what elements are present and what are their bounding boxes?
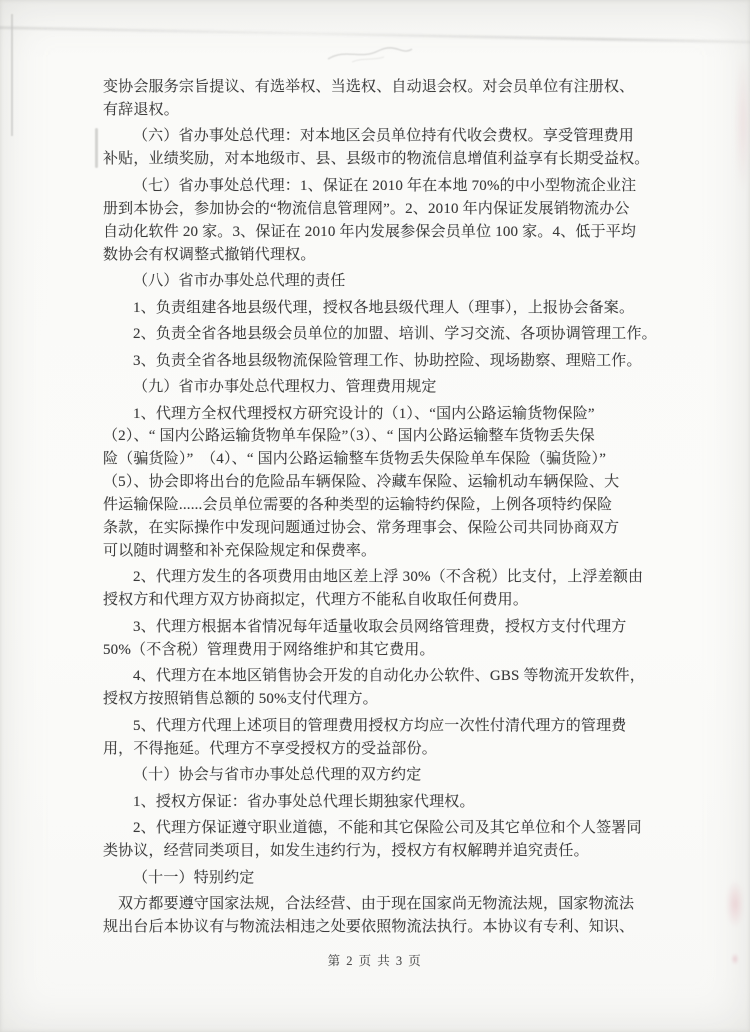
document-line: 1、代理方全权代理授权方研究设计的（1）、“国内公路运输货物保险” (133, 405, 595, 422)
document-line: 2、代理方保证遵守职业道德，不能和其它保险公司及其它单位和个人签署同 (133, 820, 642, 837)
document-line: （2）、“ 国内公路运输货物单车保险”（3）、“ 国内公路运输整车货物丢失保 (103, 428, 595, 445)
document-line: 规出台后本协议有与物流法相违之处要依照物流法执行。本协议有专利、知识、 (103, 918, 635, 935)
document-line: 类协议，经营同类项目，如发生违约行为，授权方有权解聘并追究责任。 (103, 843, 589, 859)
document-line: 补贴，业绩奖励，对本地级市、县、县级市的物流信息增值利益享有长期受益权。 (103, 151, 650, 168)
document-line: 4、代理方在本地区销售协会开发的自动化办公软件、GBS 等物流开发软件， (133, 668, 645, 685)
document-line: 有辞退权。 (103, 101, 179, 118)
document-line: （5）、协会即将出台的危险品车辆保险、冷藏车保险、运输机动车辆保险、大 (103, 474, 620, 491)
document-line: 册到本协会，参加协会的“物流信息管理网”。2、2010 年内保证发展销物流办公 (103, 200, 630, 217)
page-number: 第 2 页 共 3 页 (327, 954, 423, 968)
document-line: 1、负责组建各地县级代理，授权各地县级代理人（理事），上报协会备案。 (133, 299, 635, 316)
document-line: 2、负责全省各地县级会员单位的加盟、培训、学习交流、各项协调管理工作。 (133, 326, 657, 343)
document-line: 用，不得拖延。代理方不享受授权方的受益部份。 (103, 740, 437, 757)
document-line: （七）省办事处总代理：1、保证在 2010 年在本地 70%的中小型物流企业注 (133, 177, 637, 194)
document-line: 授权方和代理方双方协商拟定，代理方不能私自收取任何费用。 (103, 592, 529, 609)
document-line: 可以随时调整和补充保险规定和保费率。 (103, 542, 377, 559)
document-line: 授权方按照销售总额的 50%支付代理方。 (103, 691, 378, 708)
document-line: （十）协会与省市办事处总代理的双方约定 (133, 767, 422, 784)
paper-edge-artifact (11, 14, 13, 136)
scan-mark-artifact (95, 128, 98, 168)
pencil-smudge-artifact (322, 40, 418, 66)
document-line: 件运输保险......会员单位需要的各种类型的运输特约保险，上例各项特约保险 (103, 497, 613, 514)
document-line: 数协会有权调整式撤销代理权。 (103, 246, 316, 263)
document-line: 2、代理方发生的各项费用由地区差上浮 30%（不含税）比支付，上浮差额由 (133, 569, 644, 586)
document-line: 险（骗货险）” （4）、“ 国内公路运输整车货物丢失保险单车保险（骗货险）” (103, 451, 607, 468)
document-body (103, 76, 657, 939)
pink-smudge-artifact (736, 58, 750, 188)
document-line: 5、代理方代理上述项目的管理费用授权方均应一次性付清代理方的管理费 (133, 717, 627, 734)
pink-smudge-artifact (726, 880, 744, 928)
document-line: 3、负责全省各地县级物流保险管理工作、协助控险、现场勘察、理赔工作。 (133, 352, 642, 369)
document-line: 3、代理方根据本省情况每年适量收取会员网络管理费，授权方支付代理方 (133, 618, 627, 635)
document-line: 变协会服务宗旨提议、有选举权、当选权、自动退会权。对会员单位有注册权、 (103, 79, 635, 95)
document-line: 条款，在实际操作中发现问题通过协会、常务理事会、保险公司共同协商双方 (103, 520, 620, 537)
document-line: （九）省市办事处总代理权力、管理费用规定 (133, 379, 437, 396)
document-line: （十一）特别约定 (133, 869, 255, 886)
document-line: 双方都要遵守国家法规，合法经营、由于现在国家尚无物流法规，国家物流法 (118, 896, 635, 912)
document-line: （八）省市办事处总代理的责任 (133, 273, 346, 290)
document-line: 自动化软件 20 家。3、保证在 2010 年内发展参保会员单位 100 家。4、低于平均 (103, 223, 637, 240)
document-line: 50%（不含税）管理费用于网络维护和其它费用。 (103, 641, 435, 658)
document-line: （六）省办事处总代理：对本地区会员单位持有代收会费权。享受管理费用 (133, 128, 634, 145)
document-line: 1、授权方保证：省办事处总代理长期独家代理权。 (133, 793, 475, 810)
